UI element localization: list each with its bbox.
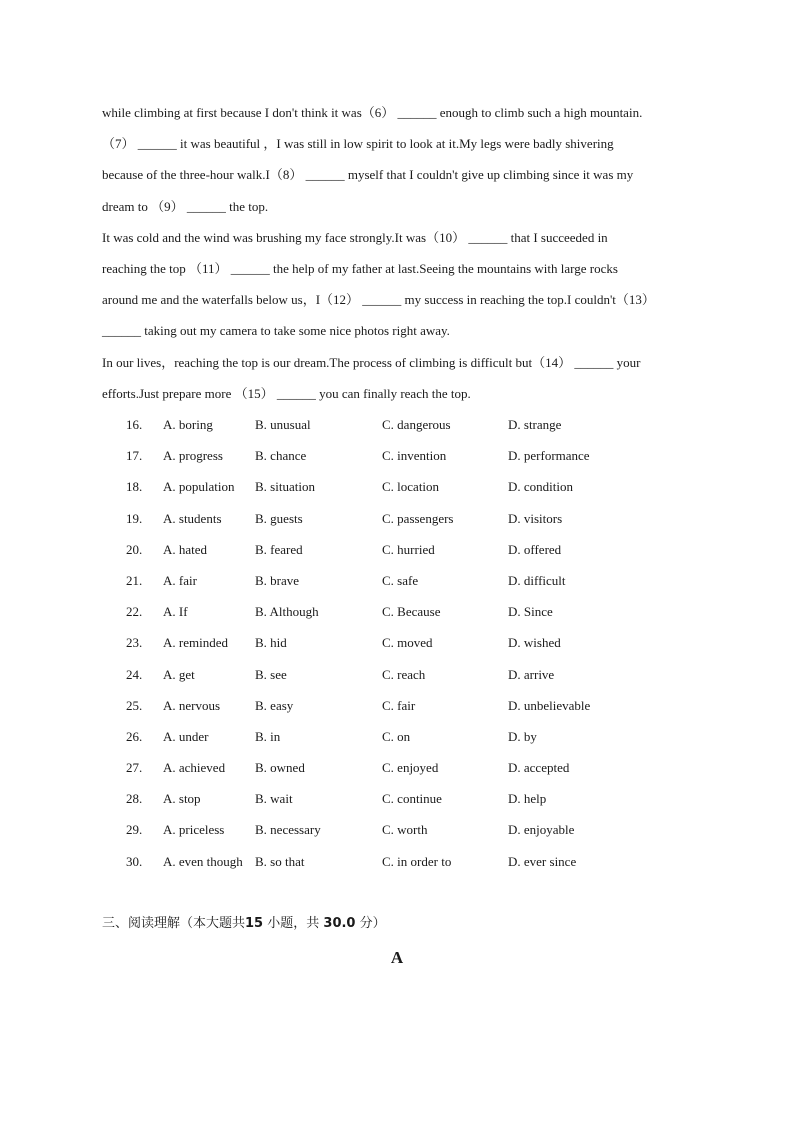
- question-number: 26.: [126, 728, 143, 744]
- question-row: [126, 659, 726, 690]
- question-row: [126, 721, 726, 752]
- section-suffix: 分）: [359, 916, 386, 931]
- question-row: [126, 471, 726, 502]
- question-row: [126, 627, 726, 658]
- option-b: B. chance: [255, 448, 307, 464]
- option-a: A. reminded: [163, 635, 228, 651]
- option-c: C. location: [382, 479, 440, 495]
- option-a: A. progress: [163, 448, 223, 464]
- question-row: [126, 846, 726, 877]
- question-row: [126, 409, 726, 440]
- option-c: C. hurried: [382, 541, 435, 557]
- option-d: D. ever since: [508, 853, 577, 869]
- section-heading: [102, 912, 386, 931]
- option-b: B. so that: [255, 853, 305, 869]
- question-options-list: [126, 409, 726, 877]
- option-c: C. reach: [382, 666, 426, 682]
- option-a: A. under: [163, 728, 209, 744]
- option-d: D. wished: [508, 635, 561, 651]
- option-b: B. easy: [255, 697, 294, 713]
- option-b: B. wait: [255, 791, 293, 807]
- question-number: 27.: [126, 760, 143, 776]
- option-d: D. strange: [508, 417, 562, 432]
- option-b: B. owned: [255, 760, 305, 776]
- option-c: C. safe: [382, 572, 419, 588]
- question-row: [126, 690, 726, 721]
- option-b: B. feared: [255, 541, 303, 557]
- option-a: A. fair: [163, 572, 197, 588]
- passage-line: It was cold and the wind was brushing my face strongly.It was（10） ______ that I succeeded in: [102, 229, 608, 245]
- passage-subtitle: A: [390, 948, 404, 967]
- option-a: A. nervous: [163, 697, 221, 713]
- option-d: D. arrive: [508, 666, 555, 682]
- option-c: C. moved: [382, 635, 433, 651]
- option-d: D. difficult: [508, 572, 566, 588]
- option-c: C. worth: [382, 822, 428, 838]
- passage-line: around me and the waterfalls below us，I（12） ______ my success in reaching the top.I couldn't（13）: [102, 292, 655, 308]
- question-number: 29.: [126, 822, 143, 838]
- option-b: B. see: [255, 666, 287, 682]
- option-b: B. hid: [255, 635, 287, 651]
- option-c: C. passengers: [382, 510, 454, 526]
- option-c: C. Because: [382, 604, 441, 620]
- option-a: A. stop: [163, 791, 201, 807]
- section-score: 30.0: [323, 916, 356, 931]
- option-b: B. Although: [255, 604, 319, 620]
- question-number: 20.: [126, 541, 143, 557]
- question-row: [126, 440, 726, 471]
- option-b: B. necessary: [255, 822, 321, 838]
- option-d: D. performance: [508, 448, 590, 464]
- question-row: [126, 565, 726, 596]
- question-row: [126, 503, 726, 534]
- option-c: C. in order to: [382, 853, 452, 869]
- section-count: 15: [245, 916, 264, 931]
- section-middle: 小题，共: [267, 916, 320, 931]
- passage-line: In our lives，reaching the top is our dream.The process of climbing is difficult but（14） ______ your: [102, 354, 641, 370]
- option-c: C. on: [382, 728, 411, 744]
- question-number: 25.: [126, 697, 143, 713]
- question-row: [126, 814, 726, 845]
- passage-line: reaching the top （11） ______ the help of my father at last.Seeing the mountains with large rocks: [102, 260, 618, 276]
- option-d: D. condition: [508, 479, 573, 495]
- question-number: 30.: [126, 853, 143, 869]
- question-number: 24.: [126, 666, 143, 682]
- option-b: B. guests: [255, 510, 303, 526]
- question-row: [126, 534, 726, 565]
- option-d: D. unbelievable: [508, 697, 591, 713]
- option-c: C. fair: [382, 697, 416, 713]
- option-a: A. students: [163, 510, 222, 526]
- question-number: 28.: [126, 791, 143, 807]
- option-a: A. priceless: [163, 822, 225, 838]
- question-number: 19.: [126, 510, 143, 526]
- option-a: A. even though: [163, 853, 243, 869]
- question-number: 21.: [126, 572, 143, 588]
- option-a: A. hated: [163, 541, 208, 557]
- passage-line: while climbing at first because I don't think it was（6） ______ enough to climb such a high mountain.: [102, 105, 643, 120]
- passage-line: ______ taking out my camera to take some nice photos right away.: [102, 323, 450, 339]
- question-number: 22.: [126, 604, 143, 620]
- option-b: B. in: [255, 728, 281, 744]
- section-prefix: 三、阅读理解（本大题共: [102, 916, 246, 931]
- option-c: C. enjoyed: [382, 760, 439, 776]
- question-row: [126, 752, 726, 783]
- option-c: C. invention: [382, 448, 447, 464]
- option-d: D. by: [508, 728, 537, 744]
- question-number: 23.: [126, 635, 143, 651]
- question-row: [126, 596, 726, 627]
- option-a: A. population: [163, 479, 235, 495]
- option-b: B. situation: [255, 479, 315, 495]
- passage-line: （7） ______ it was beautiful ，I was still in low spirit to look at it.My legs were badly shivering: [102, 136, 614, 152]
- option-d: D. visitors: [508, 510, 563, 526]
- option-d: D. Since: [508, 604, 553, 620]
- cloze-passage: [102, 97, 702, 409]
- option-a: A. achieved: [163, 760, 226, 776]
- option-b: B. unusual: [255, 417, 311, 432]
- option-a: A. get: [163, 666, 195, 682]
- question-number: 18.: [126, 479, 143, 495]
- option-b: B. brave: [255, 572, 300, 588]
- option-d: D. enjoyable: [508, 822, 575, 838]
- passage-line: dream to （9） ______ the top.: [102, 198, 269, 214]
- question-number: 16.: [126, 417, 143, 432]
- option-a: A. If: [163, 604, 188, 620]
- passage-line: efforts.Just prepare more （15） ______ you can finally reach the top.: [102, 385, 471, 401]
- option-d: D. offered: [508, 541, 562, 557]
- question-number: 17.: [126, 448, 143, 464]
- passage-line: because of the three-hour walk.I（8） ______ myself that I couldn't give up climbing since it was my: [102, 167, 634, 183]
- option-d: D. accepted: [508, 760, 570, 776]
- option-c: C. dangerous: [382, 417, 451, 432]
- option-a: A. boring: [163, 417, 213, 432]
- question-row: [126, 783, 726, 814]
- option-d: D. help: [508, 791, 547, 807]
- option-c: C. continue: [382, 791, 442, 807]
